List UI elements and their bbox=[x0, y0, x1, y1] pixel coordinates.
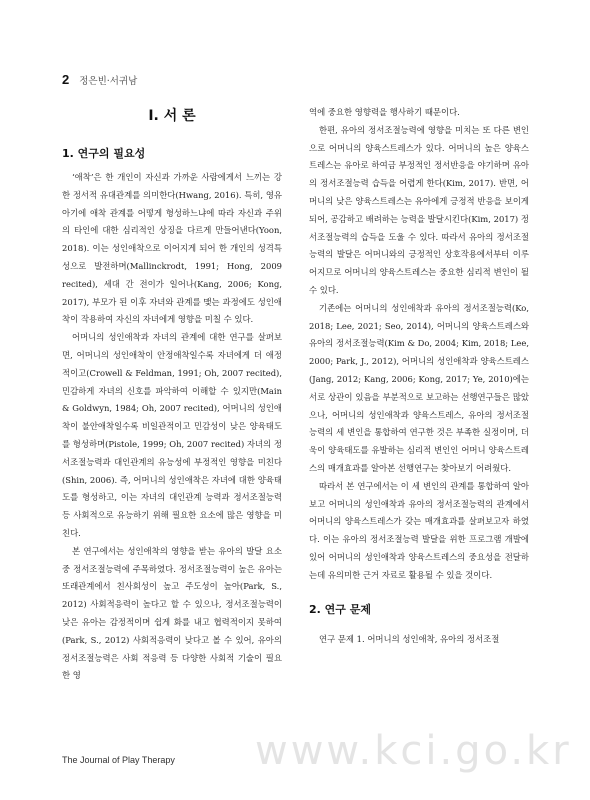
body-paragraph: 어머니의 성인애착과 자녀의 관계에 대한 연구를 살펴보면, 어머니의 성인애착이 안정애착일수록 자녀에게 더 애정적이고(Crowell & Feldman, 1991; Oh, 2007 recited), 민감하게 자녀의 신호를 파악하여 이해할 수 있지만(Main & Goldwyn, 1984; Oh, 2007 recited), 어머니의 성인애착이 불안애착일수록 비일관적이고 민감성이 낮은 양육태도를 형성하며(Pistole, 1999; Oh, 2007 recited) 자녀의 정서조절능력과 대인관계의 유능성에 부정적인 영향을 미친다(Shin, 2006). 즉, 어머니의 성인애착은 자녀에 대한 양육태도를 형성하고, 이는 자녀의 대인관계 능력과 정서조절능력 등 사회적으로 유능하기 위해 필요한 요소에 많은 영향을 미친다. bbox=[62, 332, 282, 538]
body-paragraph: 따라서 본 연구에서는 이 세 변인의 관계를 통합하여 알아보고 어머니의 성인애착과 유아의 정서조절능력의 관계에서 어머니의 양육스트레스가 갖는 매개효과를 살펴보고자 하였다. 이는 유아의 정서조절능력 발달을 위한 프로그램 개발에 있어 어머니의 성인애착과 양육스트레스의 중요성을 전달하는데 유의미한 근거 자료로 활용될 수 있을 것이다. bbox=[309, 480, 529, 580]
subsection-heading-need: 1. 연구의 필요성 bbox=[62, 147, 146, 160]
left-column bbox=[62, 105, 282, 685]
page-number: 2 bbox=[62, 72, 70, 87]
watermark: www.kci.go.kr bbox=[255, 728, 572, 774]
body-paragraph: 역에 중요한 영향력을 행사하기 때문이다. bbox=[309, 107, 460, 117]
subsection-heading-questions: 2. 연구 문제 bbox=[309, 602, 371, 616]
author-names: 정은빈·서귀남 bbox=[79, 76, 138, 87]
body-paragraph: 연구 문제 1. 어머니의 성인애착, 유아의 정서조절 bbox=[319, 633, 500, 644]
body-paragraph: 기존에는 어머니의 성인애착과 유아의 정서조절능력(Ko, 2018; Lee, 2021; Seo, 2014), 어머니의 양육스트레스와 유아의 정서조절능력(Kim & Do, 2004; Kim, 2018; Lee, 2000; Park, J., 2012), 어머니의 성인애착과 양육스트레스(Jang, 2012; Kang, 2006; Kong, 2017; Ye, 2010)에는 서로 상관이 있음을 부분적으로 보고하는 선행연구들은 많았으나, 어머니의 성인애착과 양육스트레스, 유아의 정서조절능력의 세 변인을 통합하여 연구한 것은 부족한 실정이며, 더욱이 양육태도를 유발하는 심리적 변인인 어머니 양육스트레스의 매개효과를 알아본 선행연구는 찾아보기 어려웠다. bbox=[309, 302, 529, 473]
right-column bbox=[309, 104, 529, 648]
journal-footer: The Journal of Play Therapy bbox=[62, 755, 175, 765]
body-paragraph: ‘애착’은 한 개인이 자신과 가까운 사람에게서 느끼는 강한 정서적 유대관계를 의미한다(Hwang, 2016). 특히, 영유아기에 애착 관계를 어떻게 형성하느냐에 따라 자신과 주위의 타인에 대한 심리적인 상징을 다르게 만들어낸다(Yoon, 2018). 이는 성인애착으로 이어지게 되어 한 개인의 성격특성으로 발전하며(Mallinckrodt, 1991; Hong, 2009 recited), 세대 간 전이가 일어나(Kang, 2006; Kong, 2017), 부모가 된 이후 자녀와 관계를 맺는 과정에도 성인애착이 작용하여 자신의 자녀에게 영향을 미칠 수 있다. bbox=[62, 172, 282, 325]
section-title: Ⅰ. 서 론 bbox=[148, 108, 196, 124]
body-paragraph: 본 연구에서는 성인애착의 영향을 받는 유아의 발달 요소 중 정서조절능력에 주목하였다. 정서조절능력이 높은 유아는 또래관계에서 친사회성이 높고 주도성이 높아(Park, S., 2012) 사회적응력이 높다고 할 수 있으나, 정서조절능력이 낮은 유아는 감정적이며 쉽게 화를 내고 협력적이지 못하여(Park, S., 2012) 사회적응력이 낮다고 볼 수 있어, 유아의 정서조절능력은 사회 적응력 등 다양한 사회적 기술이 필요한 영 bbox=[62, 545, 282, 681]
running-header bbox=[62, 72, 137, 87]
body-paragraph: 한편, 유아의 정서조절능력에 영향을 미치는 또 다른 변인으로 어머니의 양육스트레스가 있다. 어머니의 높은 양육스트레스는 유아로 하여금 부정적인 정서반응을 야기하며 유아의 정서조절능력 습득을 어렵게 한다(Kim, 2017). 반면, 어머니의 낮은 양육스트레스는 유아에게 긍정적 반응을 보이게 되어, 공감하고 배려하는 능력을 발달시킨다(Kim, 2017) 정서조절능력의 습득을 도울 수 있다. 따라서 유아의 정서조절능력의 발달은 어머니와의 긍정적인 상호작용에서부터 이루어지므로 어머니의 양육스트레스는 중요한 심리적 변인이 될 수 있다. bbox=[309, 124, 529, 295]
